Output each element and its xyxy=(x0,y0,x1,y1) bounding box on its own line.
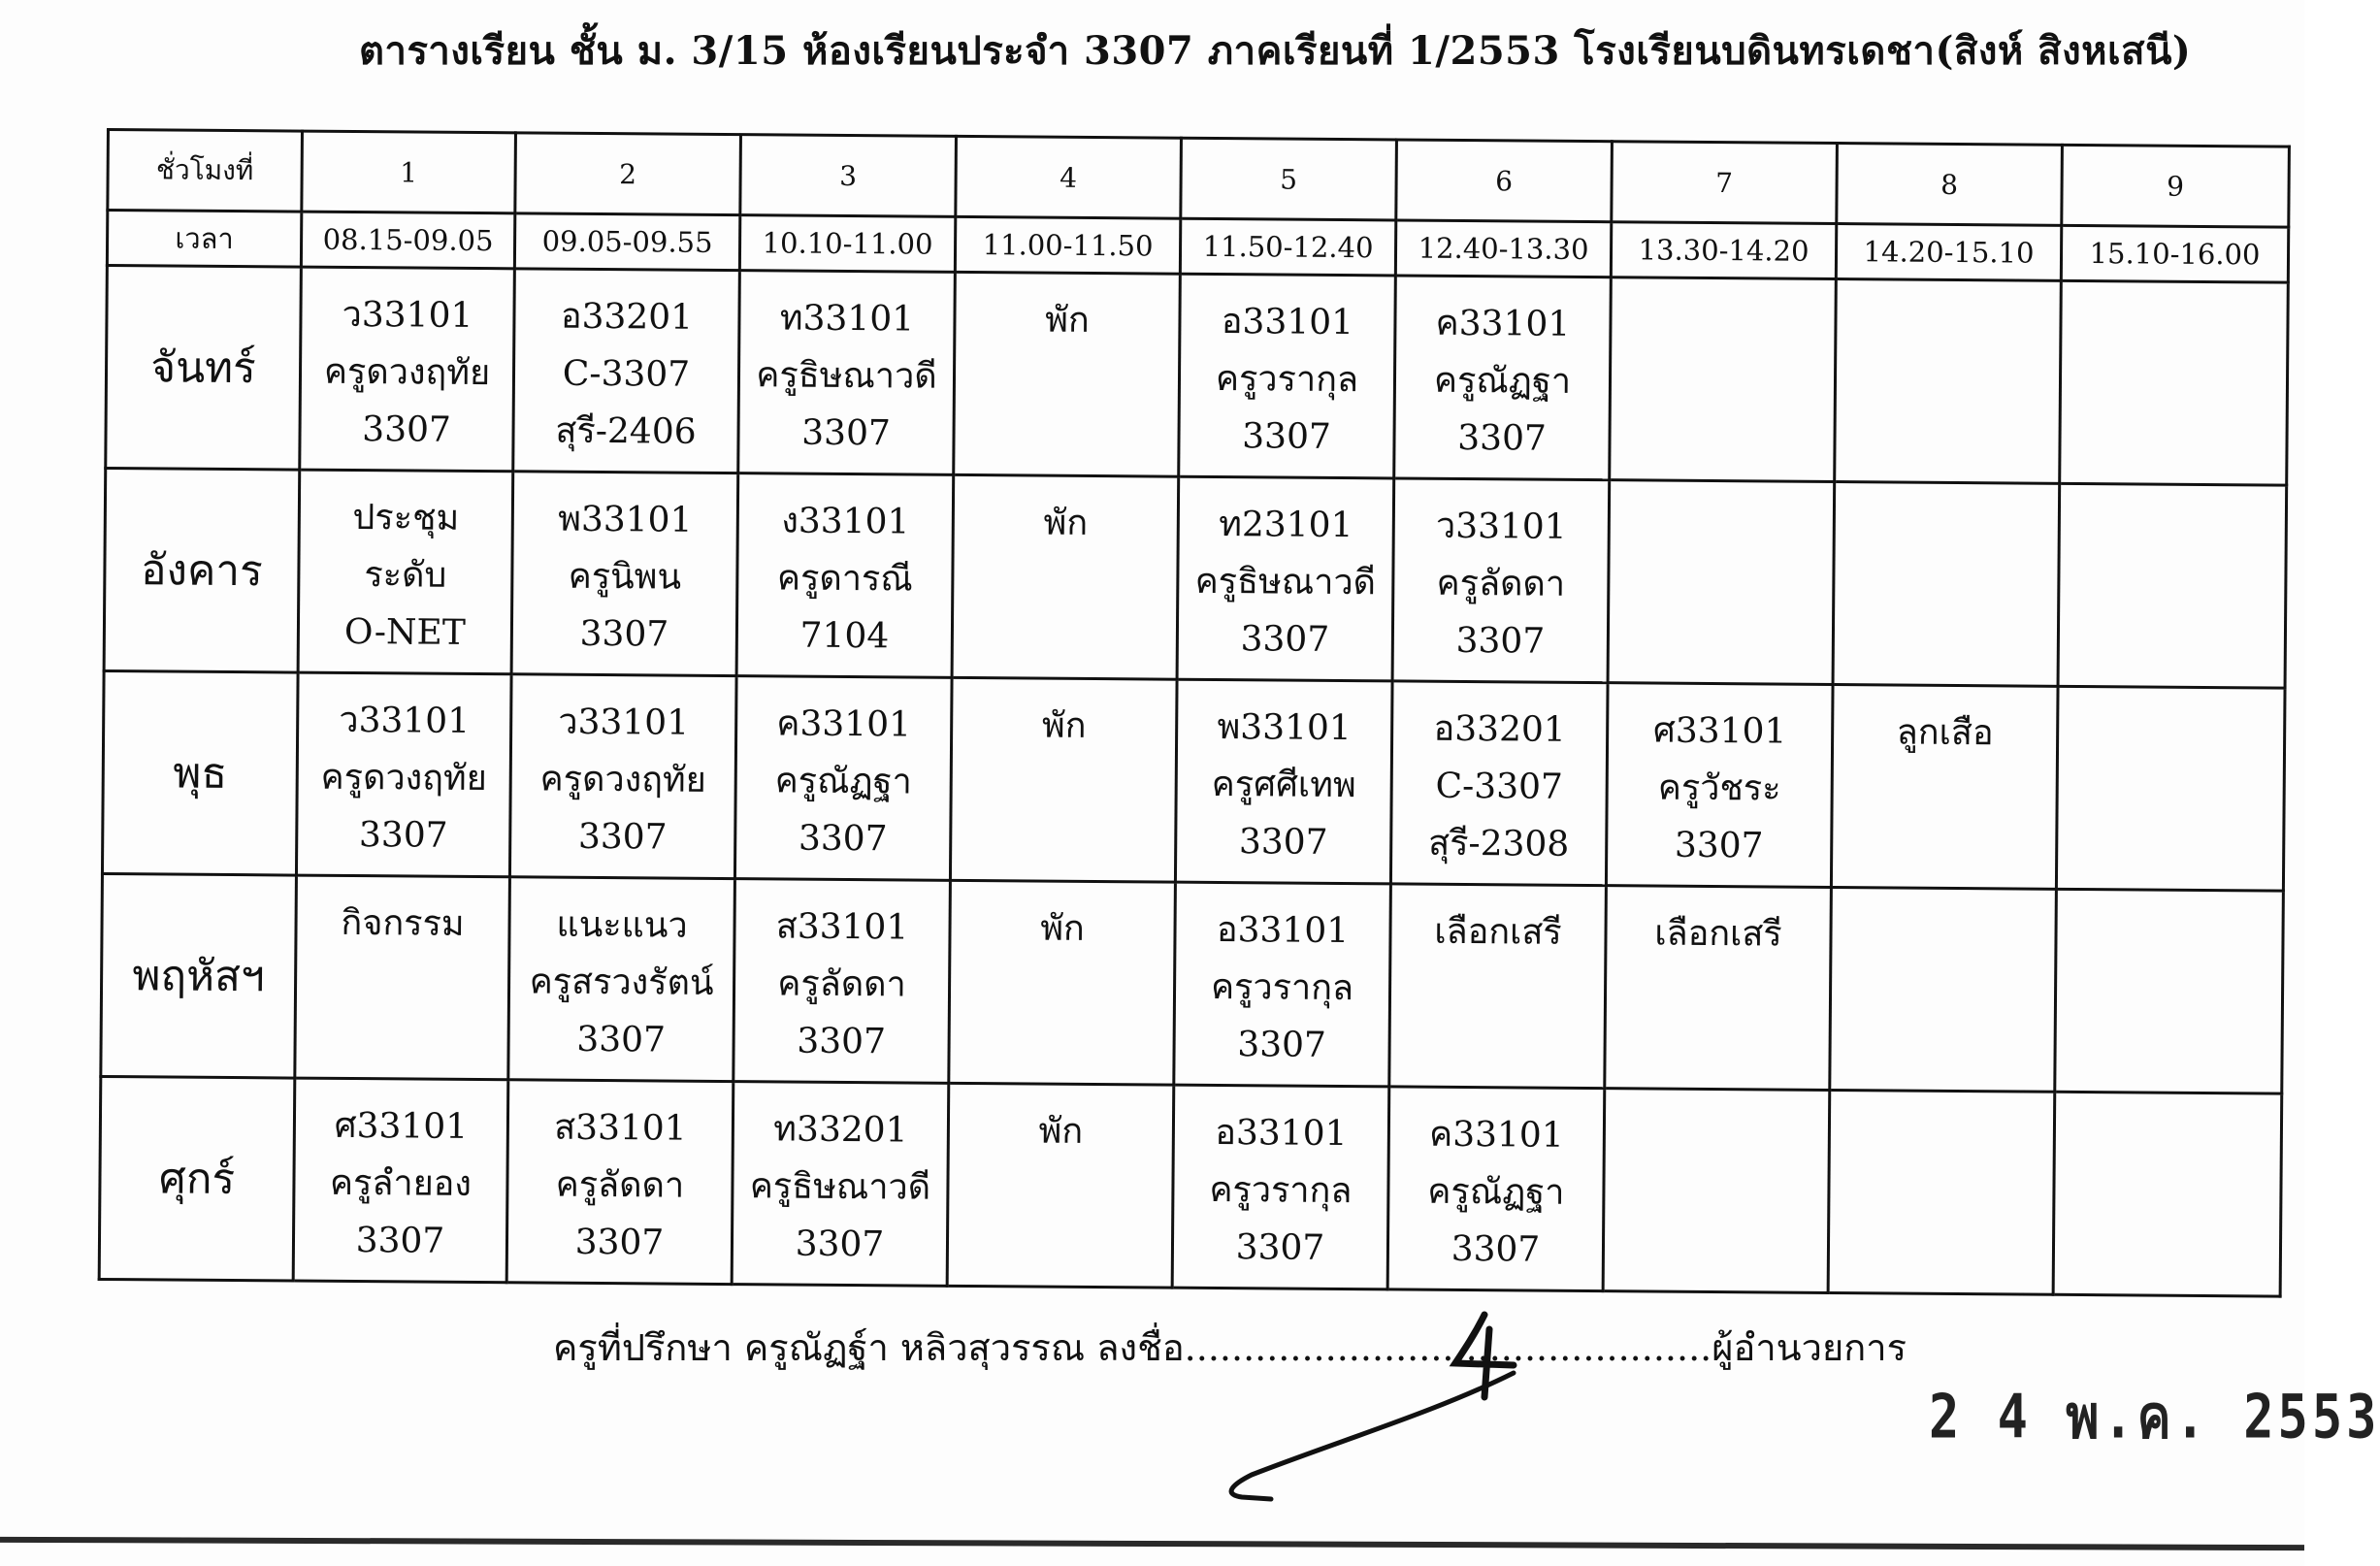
cell-line: ครูวรากุล xyxy=(1215,358,1359,401)
schedule-cell xyxy=(296,672,511,877)
cell-line: ระดับ xyxy=(364,555,447,596)
period-time: 08.15-09.05 xyxy=(301,212,514,269)
period-number: 5 xyxy=(1181,138,1397,220)
schedule-cell xyxy=(1392,478,1610,683)
cell-line: ว33101 xyxy=(342,294,473,336)
cell-line: ครูลำยอง xyxy=(329,1162,473,1204)
cell-line: ครูธิษณาวดี xyxy=(756,355,937,397)
schedule-cell xyxy=(736,473,954,678)
schedule-cell xyxy=(2056,686,2285,891)
schedule-cell xyxy=(1603,1089,1830,1293)
cell-line: ค33101 xyxy=(1428,1114,1564,1156)
cell-line: 3307 xyxy=(1451,1228,1541,1270)
schedule-cell xyxy=(1172,1085,1389,1289)
cell-line: ครูวรากุล xyxy=(1210,966,1354,1009)
cell-line: เลือกเสรี xyxy=(1654,913,1782,955)
schedule-cell xyxy=(738,271,956,475)
period-time: 13.30-14.20 xyxy=(1611,222,1836,279)
cell-line: ครูดวงฤทัย xyxy=(320,757,488,799)
cell-line: พัก xyxy=(1045,300,1090,341)
cell-line: ประชุม xyxy=(352,498,460,538)
cell-line: 3307 xyxy=(576,1019,667,1060)
schedule-cell xyxy=(1830,887,2057,1092)
cell-line: 3307 xyxy=(1237,1025,1327,1065)
cell-line: ครูวัชระ xyxy=(1657,767,1781,809)
cell-line: 3307 xyxy=(1455,620,1546,662)
timetable xyxy=(98,128,2291,1298)
period-time: 09.05-09.55 xyxy=(514,213,739,271)
schedule-cell xyxy=(1175,679,1392,884)
cell-line: 3307 xyxy=(579,613,669,655)
day-label: พฤหัสฯ xyxy=(101,873,297,1078)
cell-line: 3307 xyxy=(574,1222,665,1263)
schedule-cell xyxy=(1394,276,1612,480)
cell-line: ครูธิษณาวดี xyxy=(749,1166,931,1208)
document-title: ตารางเรียน ชั้น ม. 3/15 ห้องเรียนประจำ 3307 ภาคเรียนที่ 1/2553 โรงเรียนบดินทรเดชา(สิงห์ สิงหเสนี) xyxy=(359,28,2192,74)
day-row xyxy=(99,1076,2282,1296)
cell-line: C-3307 xyxy=(1435,766,1564,807)
schedule-cell xyxy=(1174,882,1391,1087)
schedule-cell xyxy=(511,472,738,676)
cell-line: 3307 xyxy=(1242,416,1332,457)
period-number: 4 xyxy=(956,136,1182,218)
period-time: 15.10-16.00 xyxy=(2061,225,2288,282)
cell-line: 3307 xyxy=(1457,417,1548,459)
schedule-cell xyxy=(732,1082,949,1287)
advisor-signature-line: ครูที่ปรึกษา ครูณัฏฐ์า หลิวสุวรรณ ลงชื่อ.............................................ผู้อำนวยการ xyxy=(553,1326,1907,1369)
cell-line: 7104 xyxy=(799,615,890,657)
cell-line: ท23101 xyxy=(1219,505,1353,546)
period-number: 9 xyxy=(2062,145,2290,227)
period-header-label: ชั่วโมงที่ xyxy=(108,130,303,212)
cell-line: 3307 xyxy=(358,815,448,856)
time-header-label: เวลา xyxy=(107,211,301,268)
cell-line: ครูลัดดา xyxy=(1436,563,1566,604)
cell-line: ครูณัฏฐา xyxy=(1433,360,1572,402)
cell-line: อ33101 xyxy=(1221,302,1354,343)
schedule-cell xyxy=(300,267,515,472)
cell-line: ครูธิษณาวดี xyxy=(1194,561,1377,604)
cell-line: สุรี-2406 xyxy=(555,410,697,452)
schedule-cell xyxy=(295,875,510,1080)
schedule-cell xyxy=(298,470,513,674)
day-row xyxy=(102,670,2285,891)
cell-line: ว33101 xyxy=(339,700,471,741)
schedule-cell xyxy=(2055,889,2284,1093)
schedule-cell xyxy=(509,674,736,879)
cell-line: 3307 xyxy=(355,1221,445,1261)
cell-line: อ33201 xyxy=(1433,708,1566,750)
period-time: 11.00-11.50 xyxy=(955,216,1180,274)
day-label: จันทร์ xyxy=(106,266,302,471)
schedule-cell xyxy=(954,272,1181,476)
schedule-cell xyxy=(508,877,735,1082)
period-number: 2 xyxy=(515,133,741,215)
cell-line: 3307 xyxy=(362,409,452,450)
period-time: 14.20-15.10 xyxy=(1836,224,2061,281)
cell-line: 3307 xyxy=(1238,822,1328,863)
cell-line: 3307 xyxy=(797,1021,887,1062)
period-number: 1 xyxy=(302,131,516,213)
period-time: 10.10-11.00 xyxy=(739,215,955,273)
cell-line: 3307 xyxy=(1674,825,1764,866)
cell-line: ว33101 xyxy=(558,701,690,743)
date-stamp: 2 4 พ.ค. 2553 xyxy=(1929,1383,2380,1453)
schedule-cell xyxy=(2053,1092,2282,1296)
schedule-cell xyxy=(1608,480,1835,685)
day-row xyxy=(101,873,2284,1093)
schedule-cell xyxy=(1610,277,1837,482)
cell-line: ส33101 xyxy=(554,1107,687,1149)
cell-line: อ33101 xyxy=(1215,1113,1348,1155)
cell-line: 3307 xyxy=(801,412,892,454)
schedule-cell xyxy=(1835,279,2062,484)
cell-line: ครูสรวงรัตน์ xyxy=(529,962,714,1003)
cell-line: 3307 xyxy=(1240,619,1330,660)
cell-line: พัก xyxy=(1038,1111,1084,1152)
schedule-cell xyxy=(2058,483,2287,688)
cell-line: ค33101 xyxy=(776,703,912,745)
schedule-cell xyxy=(2060,280,2289,485)
scan-edge-line xyxy=(0,1537,2304,1550)
cell-line: 3307 xyxy=(795,1223,885,1265)
cell-line: ท33201 xyxy=(773,1109,908,1151)
period-number: 6 xyxy=(1396,140,1613,222)
period-number: 3 xyxy=(740,135,957,217)
day-rows xyxy=(99,266,2288,1297)
day-label: ศุกร์ xyxy=(99,1076,295,1281)
schedule-cell xyxy=(513,269,740,473)
schedule-cell xyxy=(952,474,1179,679)
cell-line: ครูณัฏฐา xyxy=(1427,1171,1565,1213)
director-signature xyxy=(1193,1305,1543,1509)
schedule-cell xyxy=(1390,681,1608,886)
schedule-cell xyxy=(734,879,951,1084)
cell-line: ง33101 xyxy=(781,501,910,542)
day-row xyxy=(104,469,2287,689)
cell-line: ว33101 xyxy=(1435,506,1567,547)
schedule-cell xyxy=(1833,481,2060,686)
cell-line: พ33101 xyxy=(1217,707,1352,749)
cell-line: ครูดารณี xyxy=(776,558,913,600)
cell-line: พัก xyxy=(1043,503,1089,543)
schedule-cell xyxy=(734,676,952,881)
cell-line: กิจกรรม xyxy=(341,902,465,944)
cell-line: ครูดวงฤทัย xyxy=(323,351,491,394)
cell-line: สุรี-2308 xyxy=(1428,823,1570,865)
schedule-cell xyxy=(1179,274,1396,478)
day-row xyxy=(106,266,2289,486)
cell-line: ครูลัดดา xyxy=(777,963,906,1005)
cell-line: 3307 xyxy=(798,818,888,860)
day-label: อังคาร xyxy=(104,469,300,673)
schedule-cell xyxy=(1389,884,1607,1089)
cell-line: ครูณัฏฐา xyxy=(774,761,912,802)
cell-line: ศ33101 xyxy=(1652,710,1787,752)
cell-line: 3307 xyxy=(1235,1227,1325,1268)
schedule-cell xyxy=(1387,1087,1605,1291)
period-number: 7 xyxy=(1612,142,1838,224)
period-time: 11.50-12.40 xyxy=(1180,218,1395,276)
cell-line: พัก xyxy=(1041,705,1087,746)
cell-line: เลือกเสรี xyxy=(1434,911,1562,953)
cell-line: อ33201 xyxy=(560,296,694,338)
schedule-cell xyxy=(1605,886,1832,1091)
cell-line: ลูกเสือ xyxy=(1896,712,1994,754)
cell-line: ศ33101 xyxy=(334,1105,469,1147)
cell-line: แนะแนว xyxy=(556,904,688,946)
cell-line: C-3307 xyxy=(562,353,691,395)
cell-line: ท33101 xyxy=(779,298,915,340)
cell-line: ครูศศีเทพ xyxy=(1211,764,1356,806)
cell-line: ครูวรากุล xyxy=(1209,1169,1353,1212)
schedule-cell xyxy=(950,677,1177,882)
schedule-cell xyxy=(506,1080,734,1285)
cell-line: อ33101 xyxy=(1216,910,1350,952)
cell-line: O-NET xyxy=(343,611,466,653)
schedule-cell xyxy=(1177,476,1394,681)
cell-line: ครูนิพน xyxy=(568,556,682,598)
day-label: พุธ xyxy=(102,670,298,875)
cell-line: ครูดวงฤทัย xyxy=(539,759,707,800)
period-time: 12.40-13.30 xyxy=(1395,220,1611,277)
schedule-cell xyxy=(1831,684,2058,889)
cell-line: ค33101 xyxy=(1435,303,1571,344)
cell-line: ครูลัดดา xyxy=(555,1164,685,1206)
schedule-cell xyxy=(947,1083,1174,1288)
schedule-cell xyxy=(1606,683,1833,888)
schedule-cell xyxy=(1828,1090,2055,1294)
schedule-cell xyxy=(293,1078,508,1283)
cell-line: พัก xyxy=(1040,908,1085,949)
period-number: 8 xyxy=(1837,144,2063,226)
cell-line: 3307 xyxy=(577,816,668,858)
schedule-cell xyxy=(949,880,1176,1085)
cell-line: ส33101 xyxy=(775,906,909,948)
cell-line: พ33101 xyxy=(558,499,693,540)
